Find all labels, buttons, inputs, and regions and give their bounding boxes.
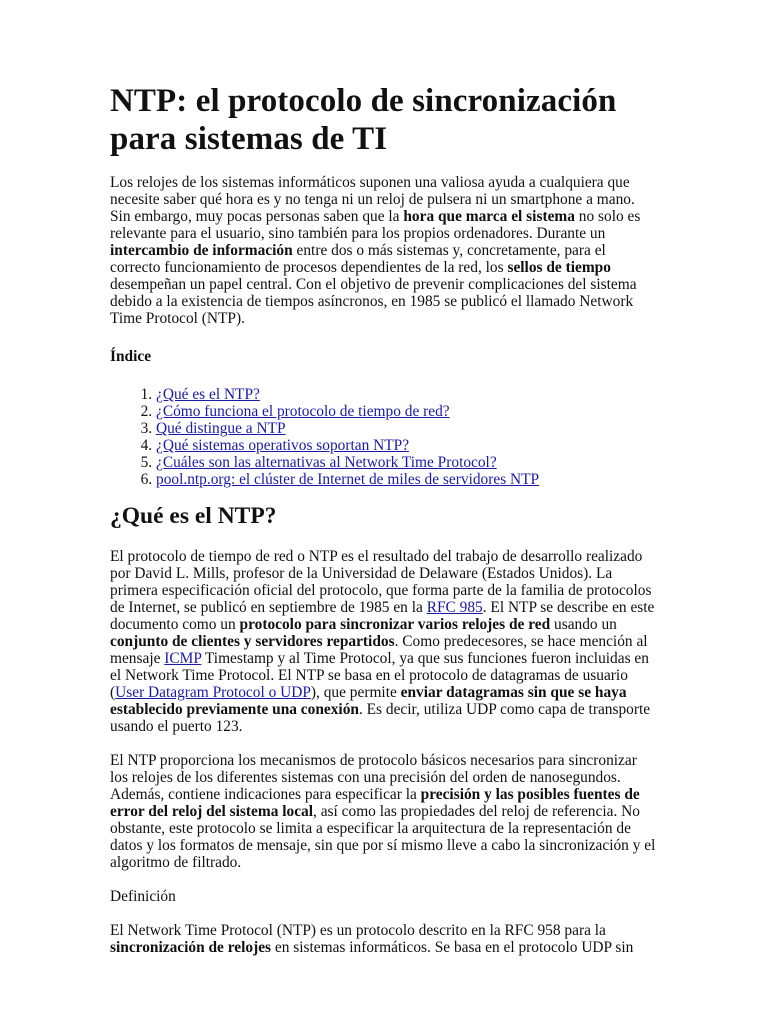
bold-text: enviar datagramas sin que se haya establecido previamente una conexión	[110, 684, 627, 718]
index-link-que-distingue[interactable]: Qué distingue a NTP	[156, 420, 286, 437]
index-link-sistemas-operativos[interactable]: ¿Qué sistemas operativos soportan NTP?	[156, 437, 410, 454]
index-link-pool-ntp[interactable]: pool.ntp.org: el clúster de Internet de miles de servidores NTP	[156, 471, 540, 488]
page-title: NTP: el protocolo de sincronización para sistemas de TI	[110, 83, 617, 157]
bold-text: protocolo para sincronizar varios relojes de red	[239, 616, 551, 633]
index-item	[156, 454, 658, 471]
bold-text: hora que marca el sistema	[403, 208, 575, 225]
index-item	[156, 420, 658, 437]
index-item	[156, 386, 658, 403]
section-paragraph: El NTP proporciona los mecanismos de protocolo básicos necesarios para sincronizar los relojes de los diferentes sistemas con una precisión del orden de nanosegundos. Además, contiene indicaciones para especificar la precisión y las posibles fuentes de error del reloj del sistema local, así como las propiedades del reloj de referencia. No obstante, este protocolo se limita a especificar la arquitectura de la representación de datos y los formatos de mensaje, sin que por sí mismo lleve a cabo la sincronización y el algoritmo de filtrado.	[110, 752, 656, 871]
rfc-985-link[interactable]: RFC 985	[426, 599, 483, 616]
index-link-como-funciona[interactable]: ¿Cómo funciona el protocolo de tiempo de red?	[156, 403, 450, 420]
index-link-alternativas[interactable]: ¿Cuáles son las alternativas al Network Time Protocol?	[156, 454, 497, 471]
definition-label: Definición	[110, 888, 176, 905]
index-list	[110, 386, 658, 488]
section-heading-que-es-ntp: ¿Qué es el NTP?	[110, 503, 277, 529]
section-paragraph: El Network Time Protocol (NTP) es un protocolo descrito en la RFC 958 para la sincronización de relojes en sistemas informáticos. Se basa en el protocolo UDP sin	[110, 922, 634, 956]
icmp-link[interactable]: ICMP	[164, 650, 202, 667]
intro-paragraph: Los relojes de los sistemas informáticos suponen una valiosa ayuda a cualquiera que necesite saber qué hora es y no tenga ni un reloj de pulsera ni un smartphone a mano. Sin embargo, muy pocas personas saben que la hora que marca el sistema no solo es relevante para el usuario, sino también para los propios ordenadores. Durante un intercambio de información entre dos o más sistemas y, concretamente, para el correcto funcionamiento de procesos dependientes de la red, los sellos de tiempo desempeñan un papel central. Con el objetivo de prevenir complicaciones del sistema debido a la existencia de tiempos asíncronos, en 1985 se publicó el llamado Network Time Protocol (NTP).	[110, 174, 641, 327]
index-link-que-es-ntp[interactable]: ¿Qué es el NTP?	[156, 386, 260, 403]
bold-text: sellos de tiempo	[507, 259, 611, 276]
index-item	[156, 437, 658, 454]
section-paragraph: El protocolo de tiempo de red o NTP es el resultado del trabajo de desarrollo realizado por David L. Mills, profesor de la Universidad de Delaware (Estados Unidos). La primera especificación oficial del protocolo, que forma parte de la familia de protocolos de Internet, se publicó en septiembre de 1985 en la RFC 985. El NTP se describe en este documento como un protocolo para sincronizar varios relojes de red usando un conjunto de clientes y servidores repartidos. Como predecesores, se hace mención al mensaje ICMP Timestamp y al Time Protocol, ya que sus funciones fueron incluidas en el Network Time Protocol. El NTP se basa en el protocolo de datagramas de usuario (User Datagram Protocol o UDP), que permite enviar datagramas sin que se haya establecido previamente una conexión. Es decir, utiliza UDP como capa de transporte usando el puerto 123.	[110, 548, 655, 735]
bold-text: intercambio de información	[110, 242, 293, 259]
index-item	[156, 403, 658, 420]
bold-text: sincronización de relojes	[110, 939, 272, 956]
udp-link[interactable]: User Datagram Protocol o UDP	[115, 684, 311, 701]
index-heading: Índice	[110, 348, 152, 365]
index-item	[156, 471, 658, 488]
bold-text: precisión y las posibles fuentes de error del reloj del sistema local	[110, 786, 640, 820]
bold-text: conjunto de clientes y servidores repartidos	[110, 633, 395, 650]
